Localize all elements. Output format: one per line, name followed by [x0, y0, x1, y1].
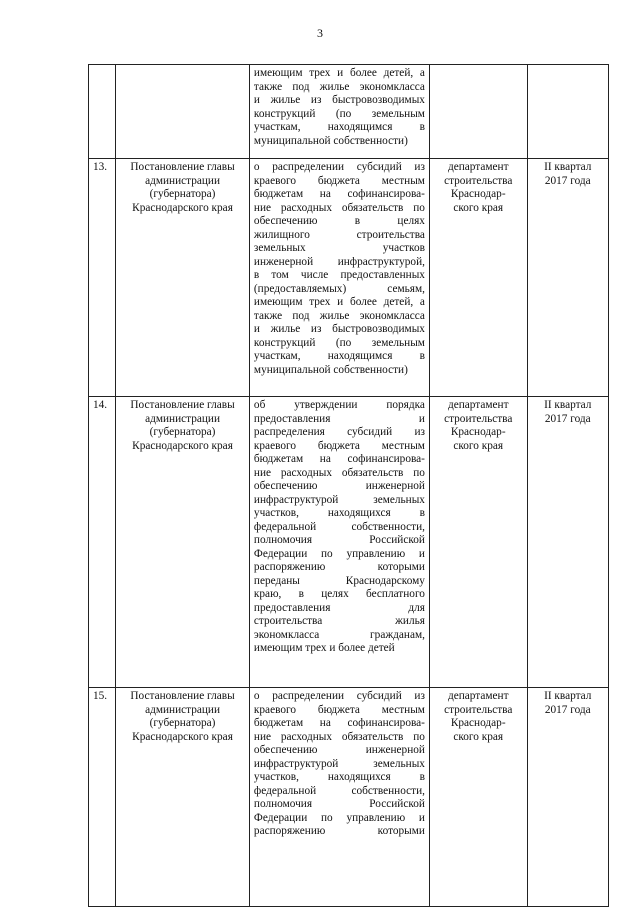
description-line: распоряжению которыми: [253, 561, 425, 573]
description-cell: [249, 159, 429, 397]
description-line: полномочия Российской: [253, 798, 425, 810]
responsible-line: ского края: [453, 730, 504, 743]
responsible-cell: [429, 397, 527, 688]
responsible-line: департамент: [447, 690, 509, 702]
document-type-line: Краснодарского края: [132, 439, 233, 452]
description-line: земельных участков: [253, 242, 425, 254]
description-line: имеющим трех и более детей, а: [253, 296, 425, 308]
description-line: также под жилье экономкласса: [253, 309, 425, 322]
description-line: предоставления и: [253, 412, 425, 425]
description-line: муниципальной собственности): [253, 363, 408, 376]
description-line: и жилье из быстровозводимых: [253, 94, 425, 106]
description-line: краевого бюджета местным: [253, 439, 425, 452]
description-line: ние расходных обязательств по: [253, 201, 425, 214]
document-type-line: администрации: [145, 703, 220, 716]
document-type-line: администрации: [145, 174, 220, 187]
deadline-cell: [527, 688, 608, 907]
document-type-line: Постановление главы: [130, 161, 235, 173]
table-row: [89, 65, 609, 159]
description-cell: [249, 65, 429, 159]
page-number: 3: [317, 26, 323, 40]
row-number-cell: [89, 397, 116, 688]
responsible-line: ского края: [453, 439, 504, 452]
document-type-line: (губернатора): [149, 188, 216, 200]
description-line: имеющим трех и более детей: [253, 642, 395, 654]
responsible-line: строительства: [444, 703, 513, 716]
description-line: участкам, находящимся в: [253, 350, 425, 362]
description-line: и жилье из быстровозводимых: [253, 323, 425, 335]
responsible-line: Краснодар-: [450, 717, 506, 729]
responsible-line: строительства: [444, 412, 513, 425]
document-type-line: Постановление главы: [130, 690, 235, 702]
responsible-line: строительства: [444, 174, 513, 187]
responsible-line: ского края: [453, 201, 504, 214]
description-line: бюджетам на софинансирова-: [253, 453, 425, 465]
deadline-line: 2017 года: [544, 703, 591, 716]
document-type-line: Постановление главы: [130, 399, 235, 411]
responsible-line: Краснодар-: [450, 426, 506, 438]
deadline-line: II квартал: [544, 690, 592, 702]
table-row: [89, 397, 609, 688]
document-type-cell: [116, 65, 250, 159]
deadline-cell: [527, 397, 608, 688]
deadline-line: 2017 года: [544, 174, 591, 187]
description-line: ние расходных обязательств по: [253, 730, 425, 743]
document-type-line: Краснодарского края: [132, 730, 233, 743]
description-line: муниципальной собственности): [253, 134, 408, 147]
document-type-cell: [116, 688, 250, 907]
document-type-cell: [116, 159, 250, 397]
table-row: [89, 159, 609, 397]
responsible-line: Краснодар-: [450, 188, 506, 200]
description-line: инфраструктурой земельных: [253, 493, 425, 506]
description-line: бюджетам на софинансирова-: [253, 188, 425, 200]
responsible-cell: [429, 159, 527, 397]
responsible-cell: [429, 688, 527, 907]
document-type-line: (губернатора): [149, 426, 216, 438]
description-line: строительства жилья: [253, 615, 425, 627]
description-line: жилищного строительства: [253, 228, 425, 241]
description-line: краю, в целях бесплатного: [253, 588, 425, 600]
description-line: обеспечению инженерной: [253, 744, 425, 756]
description-line: федеральной собственности,: [253, 520, 425, 533]
description-line: о распределении субсидий из: [253, 690, 425, 702]
responsible-line: департамент: [447, 161, 509, 173]
row-number: 15.: [93, 690, 108, 702]
description-line: распределения субсидий из: [253, 426, 425, 438]
description-line: краевого бюджета местным: [253, 174, 425, 187]
description-line: федеральной собственности,: [253, 784, 425, 797]
description-line: инфраструктурой земельных: [253, 757, 425, 770]
description-line: также под жилье экономкласса: [253, 80, 425, 93]
description-cell: [249, 688, 429, 907]
description-line: в том числе предоставленных: [253, 269, 425, 281]
deadline-line: 2017 года: [544, 412, 591, 425]
row-number: 14.: [93, 399, 108, 411]
description-line: Федерации по управлению и: [253, 811, 425, 824]
row-number-cell: [89, 65, 116, 159]
description-line: конструкций (по земельным: [253, 336, 425, 349]
row-number: 13.: [93, 161, 108, 173]
description-line: участков, находящихся в: [253, 507, 425, 519]
description-line: бюджетам на софинансирова-: [253, 717, 425, 729]
description-line: об утверждении порядка: [253, 399, 425, 411]
description-line: переданы Краснодарскому: [253, 574, 425, 587]
deadline-cell: [527, 159, 608, 397]
description-line: имеющим трех и более детей, а: [253, 67, 425, 79]
document-type-line: (губернатора): [149, 717, 216, 729]
deadline-cell: [527, 65, 608, 159]
description-line: Федерации по управлению и: [253, 547, 425, 560]
description-line: о распределении субсидий из: [253, 161, 425, 173]
document-type-cell: [116, 397, 250, 688]
document-type-line: администрации: [145, 412, 220, 425]
description-line: участков, находящихся в: [253, 771, 425, 783]
table-row: [89, 688, 609, 907]
description-line: (предоставляемых) семьям,: [253, 282, 425, 295]
description-line: экономкласса гражданам,: [253, 628, 425, 641]
document-type-line: Краснодарского края: [132, 201, 233, 214]
description-line: ние расходных обязательств по: [253, 466, 425, 479]
description-line: инженерной инфраструктурой,: [253, 255, 425, 268]
description-line: обеспечению инженерной: [253, 480, 425, 492]
description-line: участкам, находящимся в: [253, 121, 425, 133]
description-line: распоряжению которыми: [253, 825, 425, 837]
plan-table: [88, 64, 609, 907]
row-number-cell: [89, 159, 116, 397]
description-cell: [249, 397, 429, 688]
description-line: краевого бюджета местным: [253, 703, 425, 716]
deadline-line: II квартал: [544, 399, 592, 411]
description-line: конструкций (по земельным: [253, 107, 425, 120]
responsible-cell: [429, 65, 527, 159]
description-line: обеспечению в целях: [253, 215, 425, 227]
deadline-line: II квартал: [544, 161, 592, 173]
responsible-line: департамент: [447, 399, 509, 411]
description-line: полномочия Российской: [253, 534, 425, 546]
description-line: предоставления для: [253, 601, 425, 614]
row-number-cell: [89, 688, 116, 907]
